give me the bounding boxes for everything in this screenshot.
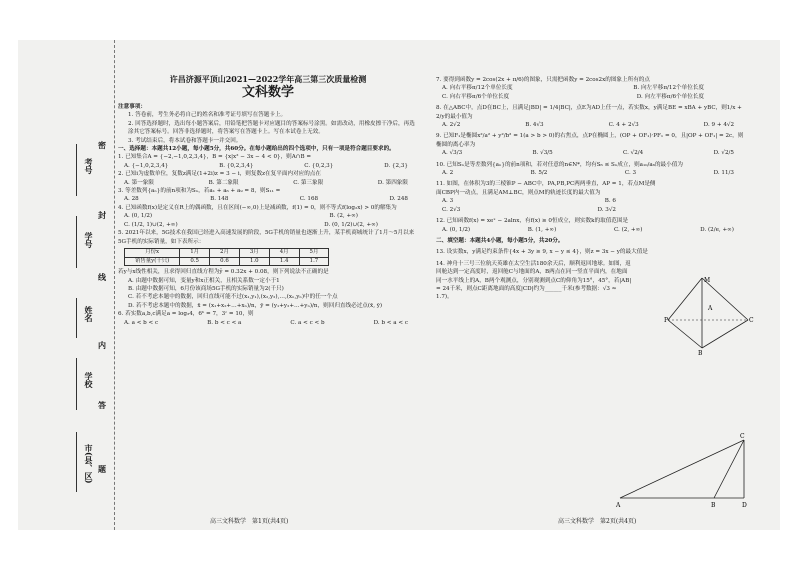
option-row	[436, 206, 656, 214]
option: A. 向右平移π/12个单位长度	[442, 85, 513, 92]
question-stem: 8. 在△ABC中，点D在BC上，且满足|BD| = 1/4|BC|，点E为AD上任一点，若实数x，y满足BE = xBA + yBC，则1/x + 2/y的最小值为	[436, 105, 742, 120]
option-row	[118, 179, 418, 187]
option: A. 2	[442, 170, 454, 177]
exam-no-label: 考号	[84, 158, 94, 174]
question-stem: 2. 已知i为虚数单位，复数z满足(1+2i)z = 3 − i，则复数z在复平面内对应的点在	[118, 171, 321, 178]
option: C. (1/2, 1)∪(2, +∞)	[124, 221, 178, 228]
option: A. 2√2	[442, 122, 461, 129]
option-row	[436, 121, 744, 129]
vertex-label: M	[704, 277, 711, 284]
paper-subject: 文科数学	[241, 85, 294, 100]
notice-item: 2. 回答选择题时，选出每小题答案后，用铅笔把答题卡对应题目的答案标号涂黑。如需改动，用橡皮擦干净后，再选涂其它答案标号。回答非选择题时，将答案写在答题卡上。写在本试卷上无效。	[128, 120, 415, 136]
option: B. 由题中数据可知，6月份该商场5G手机的实际销量为2(千只)	[128, 285, 284, 292]
edge	[668, 320, 702, 348]
section-heading: 二、填空题：本题共4小题，每小题5分，共20分。	[436, 237, 564, 244]
vertex-label: C	[749, 317, 754, 324]
option: B. {0,2,3,4}	[219, 162, 254, 169]
seal-char: 内	[98, 340, 106, 350]
seal-char: 题	[98, 464, 106, 474]
question-stem: 4. 已知函数f(x)是定义在R上的偶函数，且在区间(−∞,0)上是减函数，f(1) = 0，则不等式f(log₂x) > 0的解集为	[118, 204, 397, 211]
table-cell: 1.4	[269, 257, 299, 266]
question-12	[436, 217, 744, 234]
sight-line	[620, 440, 744, 498]
option-row	[436, 169, 744, 177]
question-stem: 11. 如图，在体积为3的三棱锥P − ABC中，PA,PB,PC两两垂直，AP = 1，若点M是侧面CBP内一动点，且满足AM⊥BC，则点M的轨迹长度的最大值为	[436, 181, 656, 196]
option: B. 5/2	[530, 170, 548, 177]
notice-item: 3. 考试结束后，将本试卷和答题卡一并交回。	[128, 137, 242, 144]
question-9	[436, 132, 744, 157]
question-text: 若y与x线性相关，且求得回归直线方程为ŷ = 0.32x + 0.08，则下列说法不正确的是	[118, 269, 329, 276]
question-stem: 1. 已知集合A = {−2,−1,0,2,3,4}，B = {x|x² − 3x − 4 < 0}，则A∩B =	[118, 154, 312, 161]
option: C. {0,2,3}	[304, 162, 334, 169]
seal-char: 封	[98, 210, 106, 220]
notice-heading: 注意事项：	[118, 104, 146, 110]
question-6	[118, 310, 418, 327]
table-header: 1月	[180, 248, 210, 257]
vertex-label: A	[708, 305, 713, 312]
question-5	[118, 229, 418, 310]
option-row	[118, 212, 418, 220]
point-label: D	[742, 502, 747, 509]
option: A. a < b < c	[124, 319, 159, 326]
table-header: 3月	[239, 248, 269, 257]
field-line	[76, 432, 77, 492]
question-10	[436, 161, 744, 178]
option: C. 若不考虑本题中的数据，回归直线可能不过(x₁,y₁),(x₂,y₂),…,(xₙ,yₙ)中的任一个点	[128, 294, 338, 301]
option: D. √2/5	[713, 150, 734, 157]
field-line	[76, 298, 77, 338]
option: D. 3√2	[597, 206, 616, 213]
option: C. √2/4	[623, 150, 644, 157]
option: A. 3	[442, 198, 454, 205]
option: D. 9 + 4√2	[703, 122, 734, 129]
option-row	[436, 226, 744, 234]
option: C. 168	[299, 196, 319, 203]
question-4	[118, 204, 418, 229]
pyramid-figure	[664, 274, 754, 356]
question-stem: 3. 等差数列{aₙ}的前n项和为Sₙ，若a₁ + a₆ + a₉ = 8，则S₁₁ =	[118, 188, 281, 195]
question-stem: 5. 2021年以来，5G技术在我国已经进入高速发展的阶段，5G手机的销量也逐渐上升，某手机商城统计了1月～5月以来5G手机的实际销量，如下表所示：	[118, 230, 415, 245]
option: A. {−1,0,2,3,4}	[124, 162, 169, 169]
option: B. b < c < a	[207, 319, 242, 326]
table-header: 2月	[210, 248, 240, 257]
seal-char: 密	[98, 140, 106, 150]
field-line	[76, 358, 77, 410]
school-label: 学校	[84, 372, 94, 388]
question-8	[436, 104, 744, 129]
option: D. 向左平移π/6个单位长度	[636, 93, 704, 100]
option-row	[436, 93, 744, 101]
seal-char: 线	[98, 272, 106, 282]
option: A. √3/3	[442, 150, 463, 157]
question-stem: 12. 已知函数f(x) = xeˣ − 2alnx，有f(x) ≥ 0恒成立，则实数k的取值范围是	[436, 218, 629, 225]
observation-figure	[614, 432, 764, 510]
table-cell: 1.7	[299, 257, 329, 266]
table-header: 月份x	[125, 248, 180, 257]
option: D. b < a < c	[373, 319, 408, 326]
option-row	[436, 149, 744, 157]
option: B. 第二象限	[208, 179, 239, 186]
edge	[702, 320, 748, 348]
option-row	[118, 221, 418, 229]
option: C. a < c < b	[290, 319, 325, 326]
option-row	[436, 197, 656, 205]
option: C. 第三象限	[293, 179, 324, 186]
district-label: 市(县、区)	[84, 444, 94, 484]
option: C. (2, +∞)	[613, 226, 643, 233]
table-cell: 1.0	[239, 257, 269, 266]
option: D. 248	[389, 196, 408, 203]
option: D. 若不考虑本题中的数据，x̄ = (x₁+x₂+…+xₙ)/n，ȳ = (y₁+y₂+…+yₙ)/n，则回归直线必过点(x̄, ȳ)	[128, 302, 383, 309]
footer-left: 高三文科数学 第1页(共4页)	[210, 518, 289, 525]
option: C. 向右平移π/6个单位长度	[442, 93, 510, 100]
table-header: 5月	[299, 248, 329, 257]
footer-right: 高三文科数学 第2页(共4页)	[558, 518, 637, 525]
section-heading: 一、选择题：本题共12小题，每小题5分，共60分。在每小题给出的四个选项中，只有一项是符合题目要求的。	[118, 146, 395, 153]
vertex-label: B	[698, 350, 703, 356]
option: B. 148	[210, 196, 229, 203]
option-row	[118, 195, 418, 203]
paper-title: 许昌济源平顶山2021—2022学年高三第三次质量检测	[169, 74, 367, 84]
vertex-label: P	[664, 317, 669, 324]
option: A. (0, 1/2)	[442, 226, 471, 233]
option: D. (2/e, +∞)	[700, 226, 734, 233]
table-row-label: 销售量y(千只)	[125, 257, 180, 266]
sales-table	[124, 248, 329, 266]
field-line	[76, 144, 77, 196]
question-3	[118, 187, 418, 204]
option: A. 第一象限	[124, 179, 154, 186]
question-11	[436, 180, 656, 214]
field-line	[76, 216, 77, 268]
option: B. (1, +∞)	[527, 226, 557, 233]
question-13: 13. 设实数x，y满足约束条件{4x + 3y ≥ 9, x − y ≤ 4}，则z = 3x − y的最大值是	[436, 249, 648, 256]
name-label: 姓名	[84, 306, 94, 322]
option: C. 2√3	[442, 206, 461, 213]
edge	[668, 278, 702, 320]
option: D. 第四象限	[377, 179, 408, 186]
notice-item: 1. 答卷前，考生务必将自己的姓名和准考证号填写在答题卡上。	[128, 112, 287, 119]
student-no-label: 学号	[84, 232, 94, 248]
question-stem: 7. 要得到函数y = 2cos(2x + π/6)的图象，只需把函数y = 2cos2x的图象上所有的点	[436, 77, 650, 83]
sight-line	[714, 440, 744, 498]
question-stem: 9. 已知F₁是椭圆x²/a² + y²/b² = 1(a > b > 0)的右焦点，点P在椭圆上，(OP + OF₁)·PF₁ = 0，且|OP + OF₁| = 2c，则椭圆的离心率为	[436, 133, 744, 148]
table-header-row	[125, 248, 329, 257]
question-14: 14. 神舟十三号三位航天英雄在太空生活180余天后，顺利返回地球。如图，返回舱达到一定高度时，返回舱C与地面的A，B两点在同一竖直平面内，在地面同一水平线上的A，B两个观测点，分别观测到点C的仰角为15°，45°，若|AB| = 24千米，则点C距离地面的高度|CD|约为______千米(参考数据：√3 ≈ 1.7)。	[436, 260, 632, 301]
seal-char: 答	[98, 400, 106, 410]
page-one	[118, 74, 418, 327]
binding-gutter	[18, 40, 115, 530]
option: A. (0, 1/2)	[124, 213, 153, 220]
option: B. (2, +∞)	[329, 213, 358, 220]
option: B. 向左平移π/12个单位长度	[633, 85, 704, 92]
point-label: A	[616, 502, 621, 509]
edge	[702, 278, 748, 320]
point-label: C	[740, 433, 745, 440]
question-7	[436, 76, 744, 101]
option: A. 由题中数据可知，变量y和x正相关，且相关系数一定小于1	[128, 277, 280, 284]
table-cell: 0.6	[210, 257, 240, 266]
option: C. 4 + 2√3	[608, 122, 639, 129]
option: D. 11/3	[713, 170, 734, 177]
table-header: 4月	[269, 248, 299, 257]
question-1	[118, 153, 418, 170]
option: D. (0, 1/2)∪(2, +∞)	[324, 221, 378, 228]
exam-sheet	[18, 40, 780, 530]
question-2	[118, 170, 418, 187]
option-row	[436, 84, 744, 92]
table-row	[125, 257, 329, 266]
table-cell: 0.5	[180, 257, 210, 266]
option: C. 3	[624, 170, 637, 177]
option: B. 4√3	[525, 122, 544, 129]
option-row	[118, 319, 418, 327]
option: D. {2,3}	[384, 162, 408, 169]
question-stem: 10. 已知Sₙ是等差数列{aₙ}的前n项和，若对任意的n∈N*，均有S₆ ≤ Sₙ成立，则a₁₀/a₆的最小值为	[436, 161, 683, 168]
option: B. √3/5	[532, 150, 553, 157]
option: A. 28	[124, 196, 139, 203]
question-stem: 6. 若实数a,b,c满足a = log₃4，6ᵇ = 7，3ᶜ = 10，则	[118, 311, 254, 318]
point-label: B	[711, 502, 716, 509]
page-two	[436, 76, 744, 302]
option-row	[118, 162, 418, 170]
option: B. 6	[604, 198, 616, 205]
